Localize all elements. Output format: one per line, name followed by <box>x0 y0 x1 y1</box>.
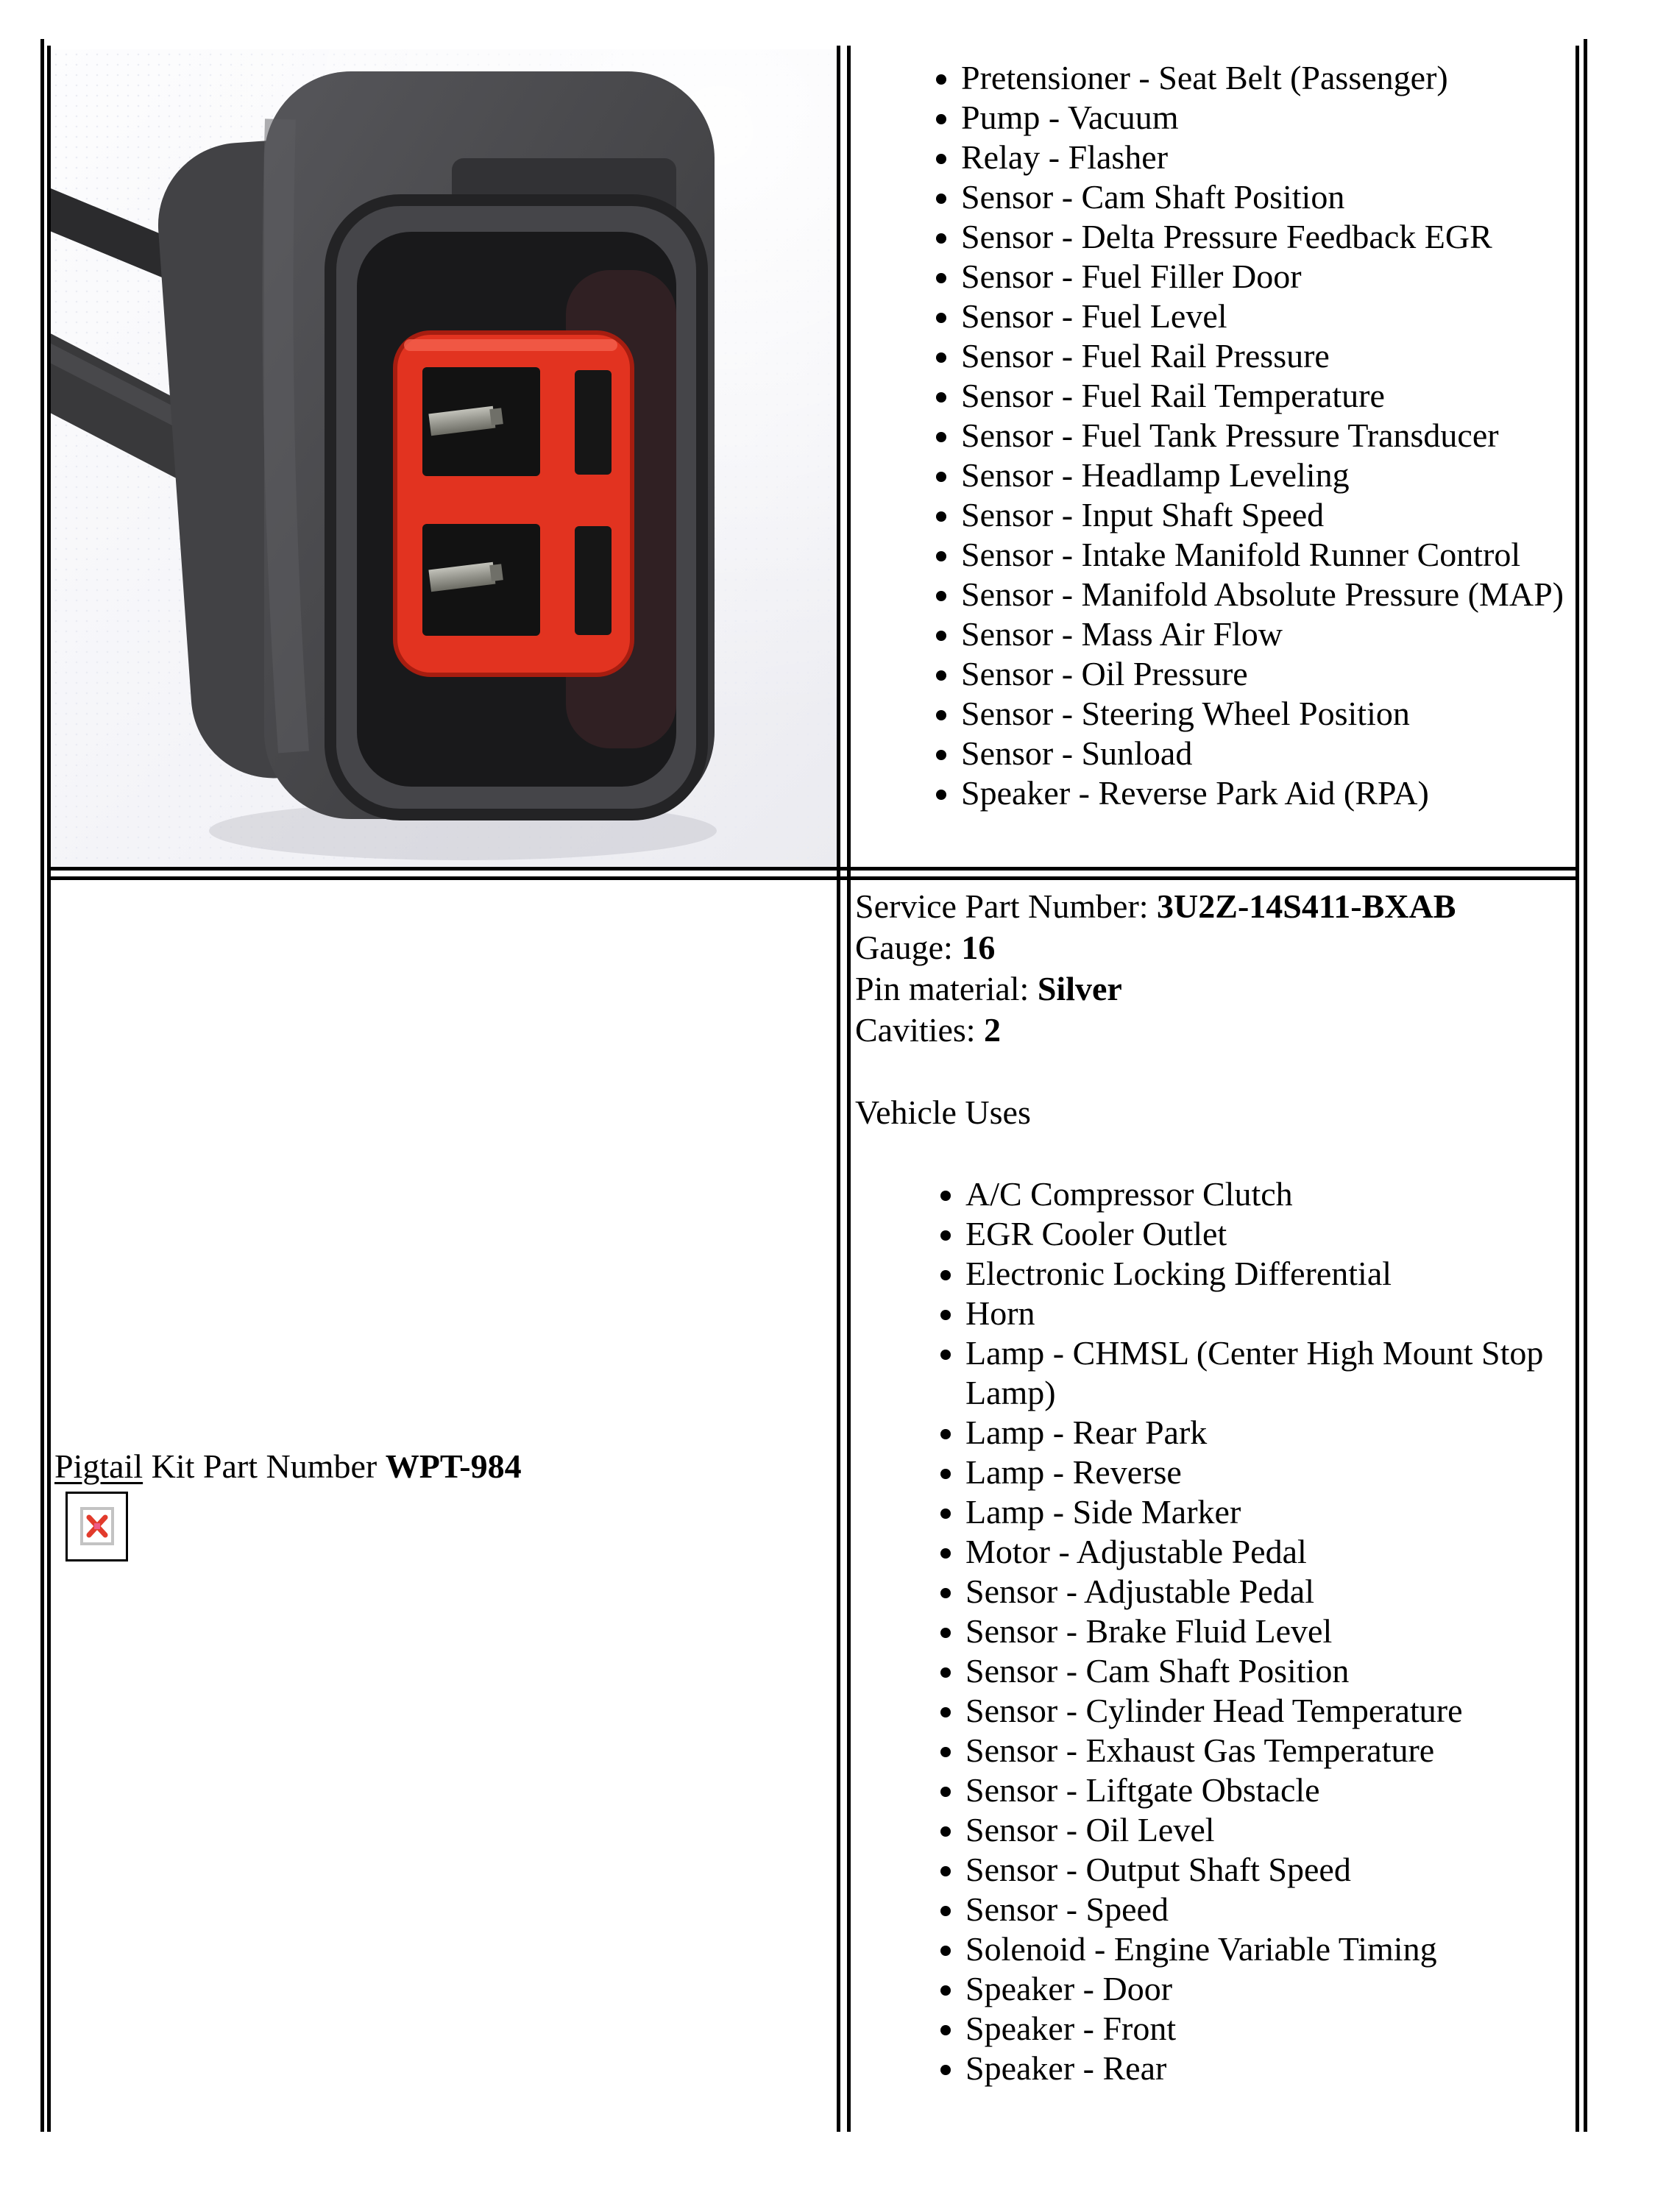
list-item: • Lamp - Rear Park <box>965 1413 1576 1453</box>
list-item: • Motor - Adjustable Pedal <box>965 1532 1576 1572</box>
list-item: • Solenoid - Engine Variable Timing <box>965 1929 1576 1969</box>
spec-label: Cavities: <box>855 1011 985 1049</box>
vehicle-uses-cell-row1 <box>851 49 1576 867</box>
spec-line-cavities <box>855 1010 1576 1051</box>
list-item: • Sensor - Headlamp Leveling <box>961 455 1576 495</box>
connector-photo-cell <box>51 49 837 867</box>
list-item: • Sensor - Oil Pressure <box>961 654 1576 694</box>
list-item: • Sensor - Manifold Absolute Pressure (MAP) <box>961 575 1576 614</box>
list-item: • Electronic Locking Differential <box>965 1254 1576 1294</box>
spec-value: 3U2Z-14S411-BXAB <box>1157 887 1456 925</box>
part-details-cell <box>851 880 1576 2127</box>
spec-line-gauge <box>855 927 1576 968</box>
list-item: • EGR Cooler Outlet <box>965 1214 1576 1254</box>
list-item: • Sensor - Fuel Tank Pressure Transducer <box>961 416 1576 455</box>
list-item: • Sensor - Speed <box>965 1890 1576 1929</box>
list-item: • Speaker - Rear <box>965 2049 1576 2088</box>
pigtail-label-rest: Kit Part Number <box>143 1447 386 1485</box>
list-item: • Sensor - Cam Shaft Position <box>965 1651 1576 1691</box>
list-item: • Sensor - Steering Wheel Position <box>961 694 1576 734</box>
list-item: • Speaker - Reverse Park Aid (RPA) <box>961 773 1576 813</box>
list-item: • Sensor - Output Shaft Speed <box>965 1850 1576 1890</box>
connector-photo <box>51 49 837 867</box>
list-item: • Speaker - Front <box>965 2009 1576 2049</box>
list-item: • Relay - Flasher <box>961 138 1576 177</box>
pigtail-kit-line <box>54 1446 522 1487</box>
list-item: • A/C Compressor Clutch <box>965 1174 1576 1214</box>
spec-line-service-part-number <box>855 886 1576 927</box>
list-item: • Sensor - Fuel Rail Temperature <box>961 376 1576 416</box>
pigtail-kit-cell <box>51 880 837 2127</box>
list-item: • Sensor - Mass Air Flow <box>961 614 1576 654</box>
list-item: • Lamp - CHMSL (Center High Mount Stop Lamp) <box>965 1333 1576 1413</box>
list-item: • Sensor - Adjustable Pedal <box>965 1572 1576 1612</box>
table-border-middle-left <box>837 46 840 2132</box>
list-item: • Horn <box>965 1294 1576 1333</box>
list-item: • Lamp - Side Marker <box>965 1492 1576 1532</box>
list-item: • Pump - Vacuum <box>961 98 1576 138</box>
list-item: • Lamp - Reverse <box>965 1453 1576 1492</box>
spec-value: 16 <box>961 929 996 966</box>
pigtail-anchor-text: Pigtail <box>54 1447 143 1485</box>
pigtail-part-number: WPT-984 <box>385 1447 522 1485</box>
list-item: • Sensor - Delta Pressure Feedback EGR <box>961 217 1576 257</box>
list-item: • Sensor - Fuel Filler Door <box>961 257 1576 297</box>
row-divider-upper <box>47 867 1579 871</box>
table-border-left-outer <box>40 39 44 2132</box>
vehicle-uses-list-row2 <box>855 1174 1576 2088</box>
list-item: • Sensor - Input Shaft Speed <box>961 495 1576 535</box>
spec-value: 2 <box>984 1011 1002 1049</box>
spec-label: Pin material: <box>855 970 1038 1007</box>
list-item: • Speaker - Door <box>965 1969 1576 2009</box>
missing-image-placeholder <box>65 1492 128 1561</box>
list-item: • Sensor - Exhaust Gas Temperature <box>965 1731 1576 1770</box>
table-border-right-inner <box>1576 46 1579 2132</box>
vehicle-uses-title: Vehicle Uses <box>855 1093 1031 1131</box>
list-item: • Sensor - Fuel Level <box>961 297 1576 336</box>
list-item: • Sensor - Intake Manifold Runner Control <box>961 535 1576 575</box>
list-item: • Sensor - Sunload <box>961 734 1576 773</box>
vehicle-uses-list-row1 <box>851 58 1576 813</box>
spacer <box>855 1051 1576 1092</box>
list-item: • Sensor - Fuel Rail Pressure <box>961 336 1576 376</box>
spec-line-pin-material <box>855 968 1576 1010</box>
list-item: • Sensor - Oil Level <box>965 1810 1576 1850</box>
list-item: • Sensor - Liftgate Obstacle <box>965 1770 1576 1810</box>
table-border-right-outer <box>1584 39 1587 2132</box>
spec-label: Service Part Number: <box>855 887 1158 925</box>
list-item: • Pretensioner - Seat Belt (Passenger) <box>961 58 1576 98</box>
list-item: • Sensor - Cylinder Head Temperature <box>965 1691 1576 1731</box>
broken-image-icon <box>80 1507 114 1545</box>
spec-label: Gauge: <box>855 929 962 966</box>
list-item: • Sensor - Brake Fluid Level <box>965 1612 1576 1651</box>
list-item: • Sensor - Cam Shaft Position <box>961 177 1576 217</box>
spec-value: Silver <box>1037 970 1122 1007</box>
